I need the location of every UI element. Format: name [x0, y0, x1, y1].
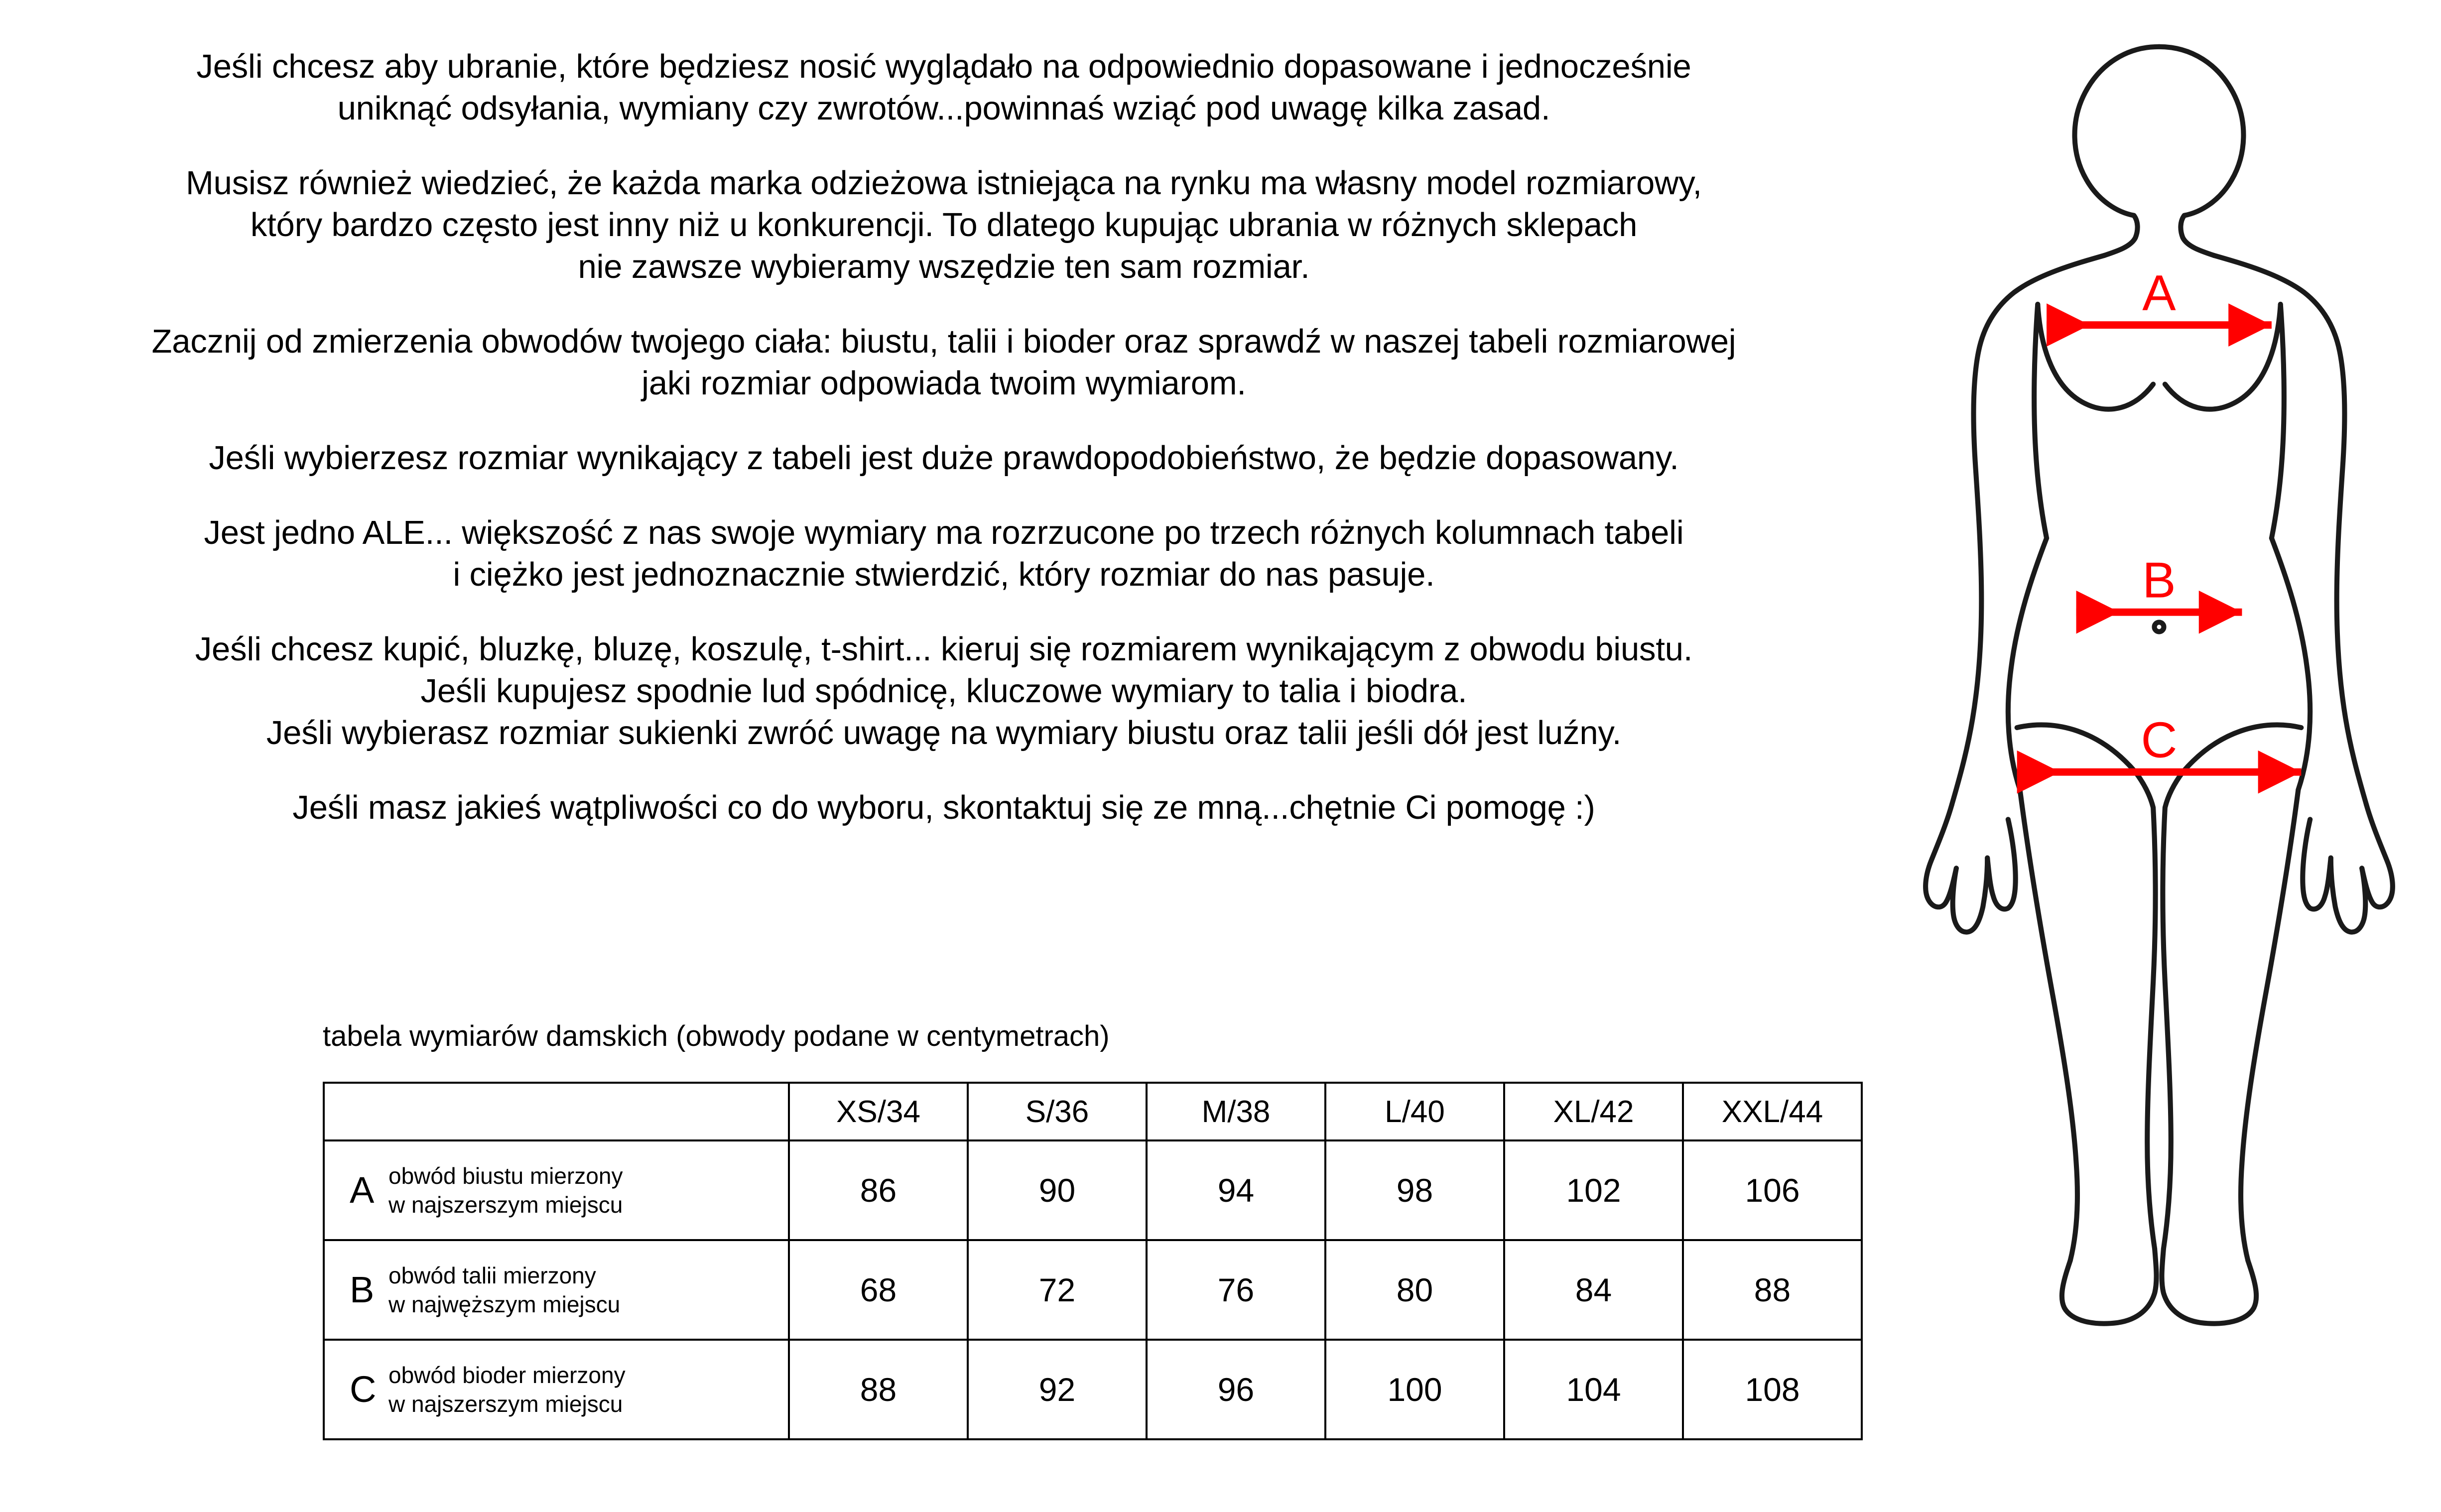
header-size-xs: XS/34 [789, 1083, 968, 1140]
row-letter: A [350, 1169, 375, 1211]
intro-line: Musisz również wiedzieć, że każda marka odzieżowa istniejąca na rynku ma własny model rozmiarowy, [186, 164, 1702, 202]
row-description-line: w najwęższym miejscu [388, 1291, 621, 1317]
cell-bust-xxl: 106 [1683, 1140, 1862, 1240]
intro-line: i ciężko jest jednoznacznie stwierdzić, który rozmiar do nas pasuje. [453, 556, 1435, 593]
cell-waist-xl: 84 [1504, 1240, 1683, 1340]
table-row [324, 1140, 1862, 1240]
size-table [323, 1082, 1863, 1440]
measurement-arrow-hips [2017, 712, 2302, 772]
intro-line: Jeśli wybierzesz rozmiar wynikający z tabeli jest duże prawdopodobieństwo, że będzie dopasowany. [209, 439, 1679, 477]
intro-text-block [0, 0, 1888, 862]
intro-paragraph [0, 46, 1888, 129]
cell-hips-xl: 104 [1504, 1340, 1683, 1439]
cell-waist-xxl: 88 [1683, 1240, 1862, 1340]
row-description-line: w najszerszym miejscu [388, 1192, 623, 1218]
intro-line: Jeśli kupujesz spodnie lud spódnicę, kluczowe wymiary to talia i biodra. [420, 672, 1467, 710]
cell-waist-l: 80 [1325, 1240, 1504, 1340]
intro-line: Jest jedno ALE... większość z nas swoje wymiary ma rozrzucone po trzech różnych kolumnach tabeli [204, 514, 1684, 551]
intro-paragraph [0, 512, 1888, 596]
measurement-arrow-waist [2076, 552, 2242, 612]
row-letter: C [350, 1369, 377, 1410]
header-size-m: M/38 [1147, 1083, 1325, 1140]
intro-line: Jeśli wybierasz rozmiar sukienki zwróć uwagę na wymiary biustu oraz talii jeśli dół jest luźny. [266, 714, 1622, 752]
bust-label: A [2142, 265, 2176, 321]
intro-line: Zacznij od zmierzenia obwodów twojego ciała: biustu, talii i bioder oraz sprawdź w naszej tabeli rozmiarowej [151, 323, 1736, 360]
row-description-line: obwód biustu mierzony [388, 1163, 623, 1189]
cell-waist-xs: 68 [789, 1240, 968, 1340]
intro-line: jaki rozmiar odpowiada twoim wymiarom. [642, 365, 1246, 402]
intro-paragraph [0, 321, 1888, 404]
row-label-waist [324, 1240, 789, 1340]
hips-label: C [2141, 712, 2178, 768]
header-size-xl: XL/42 [1504, 1083, 1683, 1140]
row-description [388, 1161, 623, 1219]
cell-bust-xl: 102 [1504, 1140, 1683, 1240]
cell-waist-s: 72 [968, 1240, 1147, 1340]
cell-hips-l: 100 [1325, 1340, 1504, 1439]
table-header-row [324, 1083, 1862, 1140]
table-caption: tabela wymiarów damskich (obwody podane w centymetrach) [323, 1020, 1110, 1052]
waist-label: B [2142, 552, 2176, 609]
cell-waist-m: 76 [1147, 1240, 1325, 1340]
cell-hips-xs: 88 [789, 1340, 968, 1439]
row-letter: B [350, 1269, 375, 1310]
table-body [324, 1140, 1862, 1439]
body-figure-svg [1893, 35, 2426, 1355]
cell-bust-s: 90 [968, 1140, 1147, 1240]
cell-hips-xxl: 108 [1683, 1340, 1862, 1439]
cell-bust-l: 98 [1325, 1140, 1504, 1240]
row-label-hips [324, 1340, 789, 1439]
row-description [388, 1261, 620, 1319]
intro-line: Jeśli chcesz kupić, bluzkę, bluzę, koszulę, t-shirt... kieruj się rozmiarem wynikającym z obwodu biustu. [195, 630, 1693, 668]
body-outline-icon [1926, 47, 2393, 1324]
table-header [324, 1083, 1862, 1140]
cell-bust-m: 94 [1147, 1140, 1325, 1240]
intro-line: który bardzo często jest inny niż u konkurencji. To dlatego kupując ubrania w różnych sklepach [250, 206, 1638, 244]
cell-bust-xs: 86 [789, 1140, 968, 1240]
intro-paragraph [0, 437, 1888, 479]
header-size-s: S/36 [968, 1083, 1147, 1140]
row-description [388, 1361, 626, 1418]
intro-line: Jeśli chcesz aby ubranie, które będziesz nosić wyglądało na odpowiednio dopasowane i jednocześnie [196, 48, 1691, 85]
intro-paragraph [0, 787, 1888, 829]
row-label-bust [324, 1140, 789, 1240]
cell-hips-m: 96 [1147, 1340, 1325, 1439]
row-description-line: w najszerszym miejscu [388, 1391, 623, 1417]
female-body-diagram [1893, 35, 2426, 1355]
header-size-xxl: XXL/44 [1683, 1083, 1862, 1140]
intro-line: Jeśli masz jakieś wątpliwości co do wyboru, skontaktuj się ze mną...chętnie Ci pomogę :) [292, 789, 1595, 826]
header-size-l: L/40 [1325, 1083, 1504, 1140]
header-blank-cell [324, 1083, 789, 1140]
intro-line: nie zawsze wybieramy wszędzie ten sam rozmiar. [578, 248, 1310, 285]
row-description-line: obwód bioder mierzony [388, 1362, 626, 1388]
intro-paragraph [0, 162, 1888, 288]
intro-line: uniknąć odsyłania, wymiany czy zwrotów...powinnaś wziąć pod uwagę kilka zasad. [337, 90, 1550, 127]
measurement-arrow-bust [2047, 265, 2272, 325]
cell-hips-s: 92 [968, 1340, 1147, 1439]
intro-paragraph [0, 629, 1888, 754]
row-description-line: obwód talii mierzony [388, 1262, 596, 1288]
table-row [324, 1340, 1862, 1439]
table-row [324, 1240, 1862, 1340]
